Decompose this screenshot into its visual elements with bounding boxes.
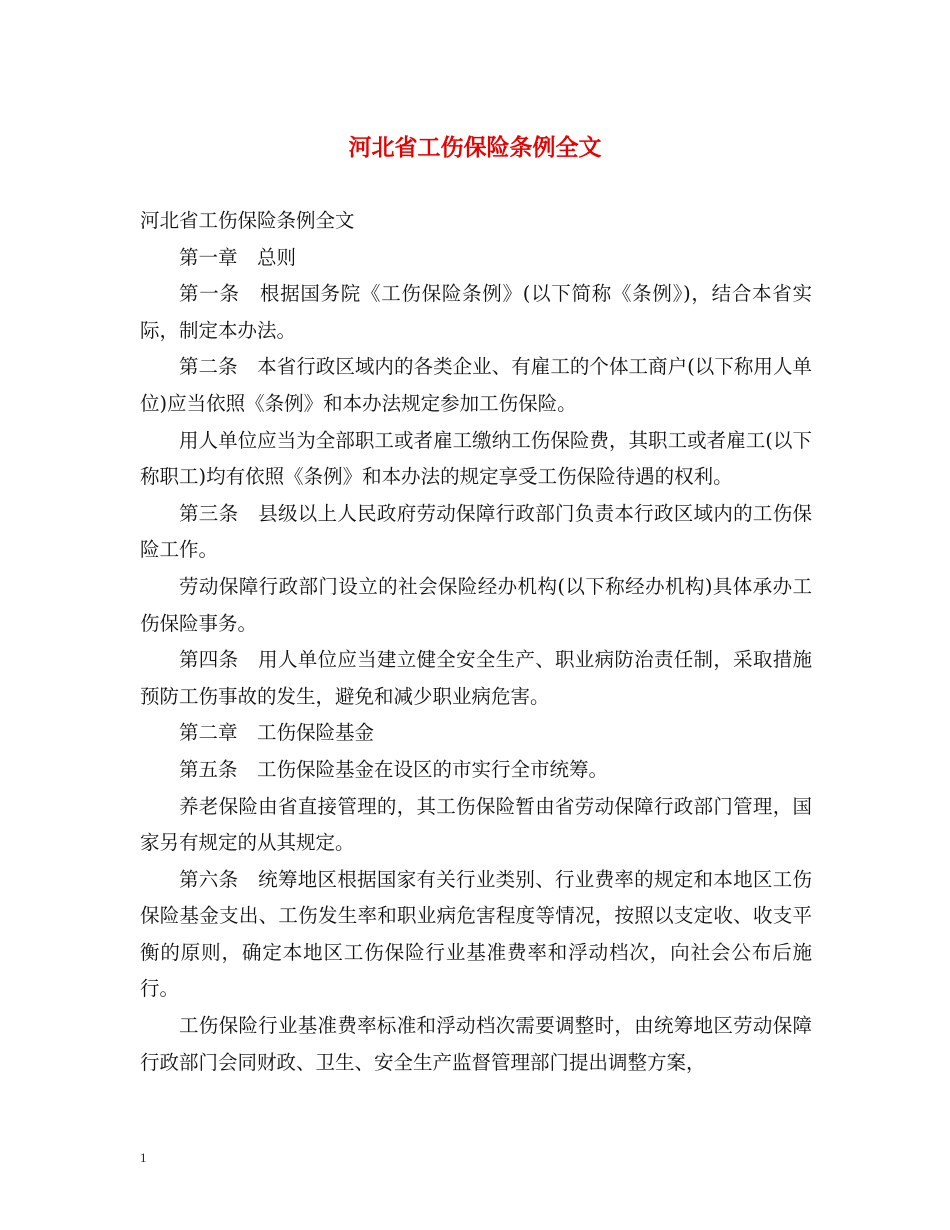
body-paragraph: 第二章 工伤保险基金 <box>179 721 375 745</box>
document-body <box>140 203 812 1081</box>
body-paragraph: 用人单位应当为全部职工或者雇工缴纳工伤保险费，其职工或者雇工(以下称职工)均有依照《条例》和本办法的规定享受工伤保险待遇的权利。 <box>140 428 812 489</box>
page-number: 1 <box>140 1150 147 1165</box>
body-paragraph: 第一章 总则 <box>179 245 297 269</box>
body-paragraph: 养老保险由省直接管理的，其工伤保险暂由省劳动保障行政部门管理，国家另有规定的从其规定。 <box>140 794 812 855</box>
body-paragraph: 劳动保障行政部门设立的社会保险经办机构(以下称经办机构)具体承办工伤保险事务。 <box>140 574 812 635</box>
body-paragraph: 第五条 工伤保险基金在设区的市实行全市统筹。 <box>179 757 609 781</box>
body-paragraph: 第六条 统筹地区根据国家有关行业类别、行业费率的规定和本地区工伤保险基金支出、工伤发生率和职业病危害程度等情况，按照以支定收、收支平衡的原则，确定本地区工伤保险行业基准费率和浮动档次，向社会公布后施行。 <box>140 867 812 1001</box>
body-paragraph: 第二条 本省行政区域内的各类企业、有雇工的个体工商户(以下称用人单位)应当依照《条例》和本办法规定参加工伤保险。 <box>140 355 812 415</box>
document-title: 河北省工伤保险条例全文 <box>348 134 602 161</box>
body-paragraph: 第一条 根据国务院《工伤保险条例》(以下简称《条例》)，结合本省实际，制定本办法。 <box>140 282 812 342</box>
body-paragraph: 工伤保险行业基准费率标准和浮动档次需要调整时，由统筹地区劳动保障行政部门会同财政、卫生、安全生产监督管理部门提出调整方案， <box>140 1014 812 1074</box>
body-paragraph: 第四条 用人单位应当建立健全安全生产、职业病防治责任制，采取措施预防工伤事故的发生，避免和减少职业病危害。 <box>140 648 812 708</box>
body-paragraph: 第三条 县级以上人民政府劳动保障行政部门负责本行政区域内的工伤保险工作。 <box>140 501 812 562</box>
body-paragraph: 河北省工伤保险条例全文 <box>140 209 355 232</box>
